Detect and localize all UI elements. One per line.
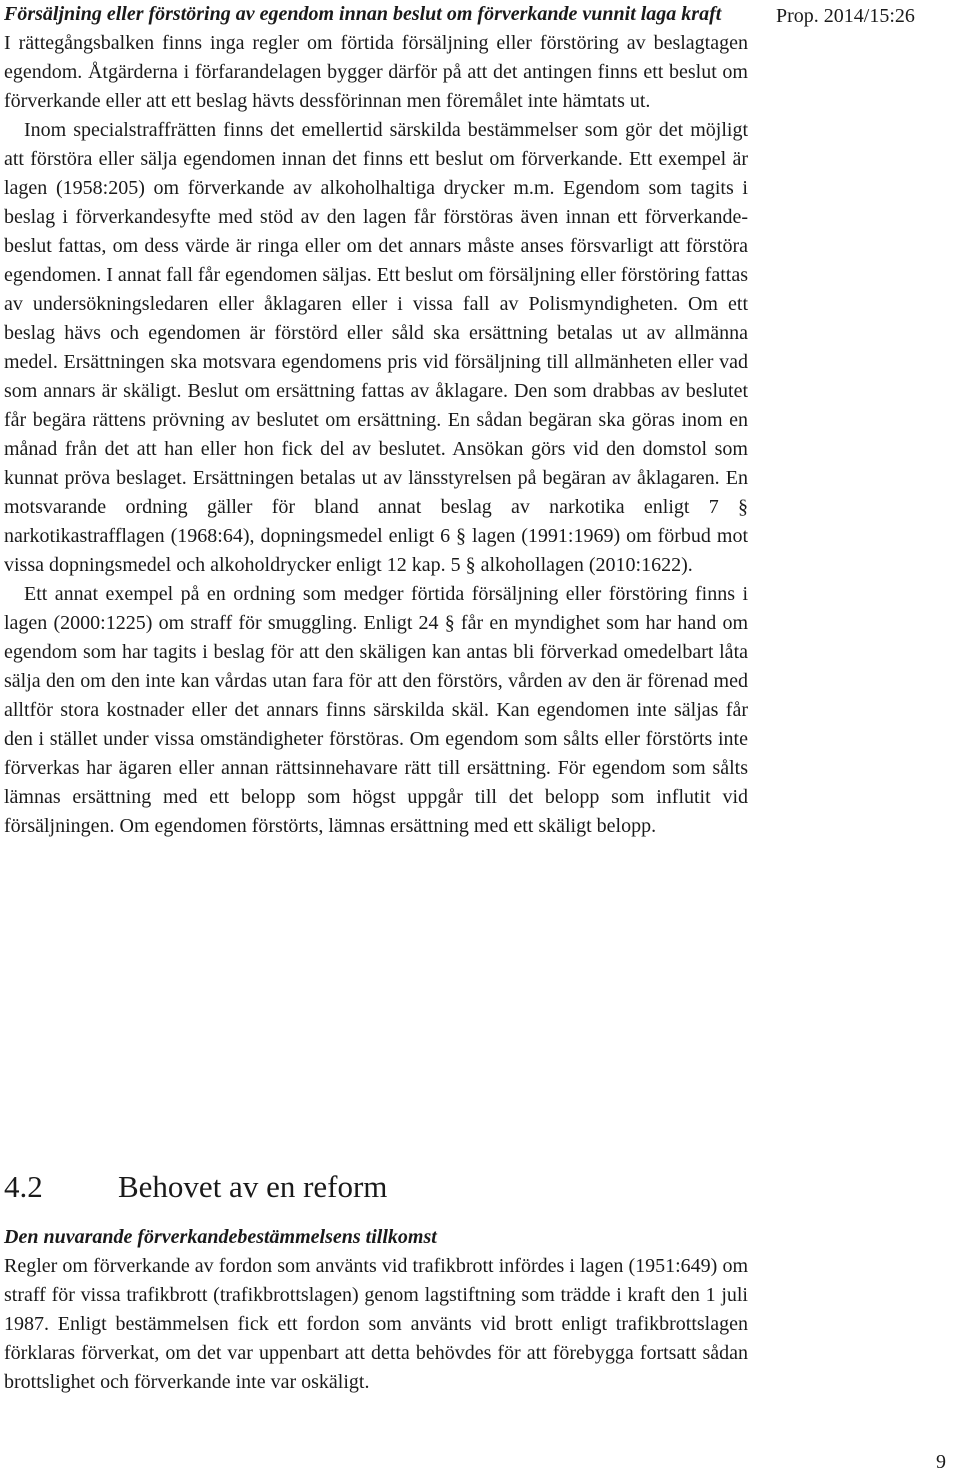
section-title: Behovet av en reform: [118, 1169, 388, 1204]
paragraph-smuggling-act: Ett annat exempel på en ordning som medger förtida försäljning eller förstöring finns i lagen (2000:1225) om straff för smuggling. Enligt 24 § får en myndighet som har hand om egendom som har tagits i beslag för att den skäligen kan antas bli förverkad omedelbart låta sälja den om den inte kan vårdas utan fara för att den förstörs, vården av den är förenad med alltför stora kostnader eller det annars finns särskilda skäl. Kan egendomen inte säljas får den i stället under vissa omständigheter förstöras. Om egendom som sålts eller förstörts inte förverkas har ägaren eller annan rättsinnehavare rätt till ersättning. För egendom som sålts lämnas ersättning med ett belopp som högst uppgår till det belopp som influtit vid försäljningen. Om egendomen förstörts, lämnas ersättning med ett skäligt belopp.: [4, 583, 748, 837]
subheading-current-provision: Den nuvarande förverkandebestämmelsens tillkomst: [4, 1226, 437, 1248]
document-body: [4, 0, 748, 841]
paragraph-procedural-code: I rättegångsbalken finns inga regler om förtida försäljning eller förstöring av beslagtagen egendom. Åtgärderna i förfarandelagen bygger därför på att det antingen finns ett beslut om förverkande eller att ett beslag hävts dessförinnan men föremålet inte hämtats ut.: [4, 32, 748, 112]
paragraph-special-criminal-law: Inom specialstraffrätten finns det emellertid särskilda bestämmelser som gör det möjligt att förstöra eller sälja egendomen innan det finns ett beslut om förverkande. Ett exempel är lagen (1958:205) om förverkande av alkoholhaltiga drycker m.m. Egendom som tagits i beslag i förverkandesyfte med stöd av den lagen får förstöras även innan ett förverkandebeslut fattas, om dess värde är ringa eller om det annars måste anses försvarligt att förstöra egendomen. I annat fall får egendomen säljas. Ett beslut om försäljning eller förstöring fattas av undersökningsledaren eller åklagaren eller i vissa fall av Polismyndigheten. Om ett beslag hävs och egendomen är förstörd eller såld ska ersättning betalas ut av allmänna medel. Ersättningen ska motsvara egendomens pris vid försäljning till allmänheten eller vad som annars är skäligt. Beslut om ersättning fattas av åklagare. Den som drabbas av beslutet får begära rättens prövning av beslutet om ersättning. En sådan begäran ska göras inom en månad från det att han eller hon fick del av beslutet. Ansökan görs vid den domstol som kunnat pröva beslaget. Ersättningen betalas ut av länsstyrelsen på begäran av åklagaren. En motsvarande ordning gäller för bland annat beslag av narkotika enligt 7 § narkotikastrafflagen (1968:64), dopningsmedel enligt 6 § lagen (1991:1969) om förbud mot vissa dopningsmedel och alkoholdrycker enligt 12 kap. 5 § alkohollagen (2010:1622).: [4, 119, 748, 576]
section-heading: [4, 1168, 387, 1206]
proposition-reference: Prop. 2014/15:26: [776, 5, 915, 27]
page-number: 9: [936, 1451, 946, 1473]
section-reform-body: [4, 1223, 748, 1397]
subheading-forfeiture-sale: Försäljning eller förstöring av egendom innan beslut om förverkande vunnit laga kraft: [4, 3, 722, 25]
section-number: 4.2: [4, 1169, 43, 1204]
paragraph-traffic-offences: Regler om förverkande av fordon som använts vid trafikbrott infördes i lagen (1951:649) om straff för vissa trafikbrott (trafikbrottslagen) genom lagstiftning som trädde i kraft den 1 juli 1987. Enligt bestämmelsen fick ett fordon som använts vid brott enligt trafikbrottslagen förklaras förverkat, om det var uppenbart att detta behövdes för att förebygga fortsatt sådan brottslighet och förverkande inte var oskäligt.: [4, 1255, 748, 1393]
